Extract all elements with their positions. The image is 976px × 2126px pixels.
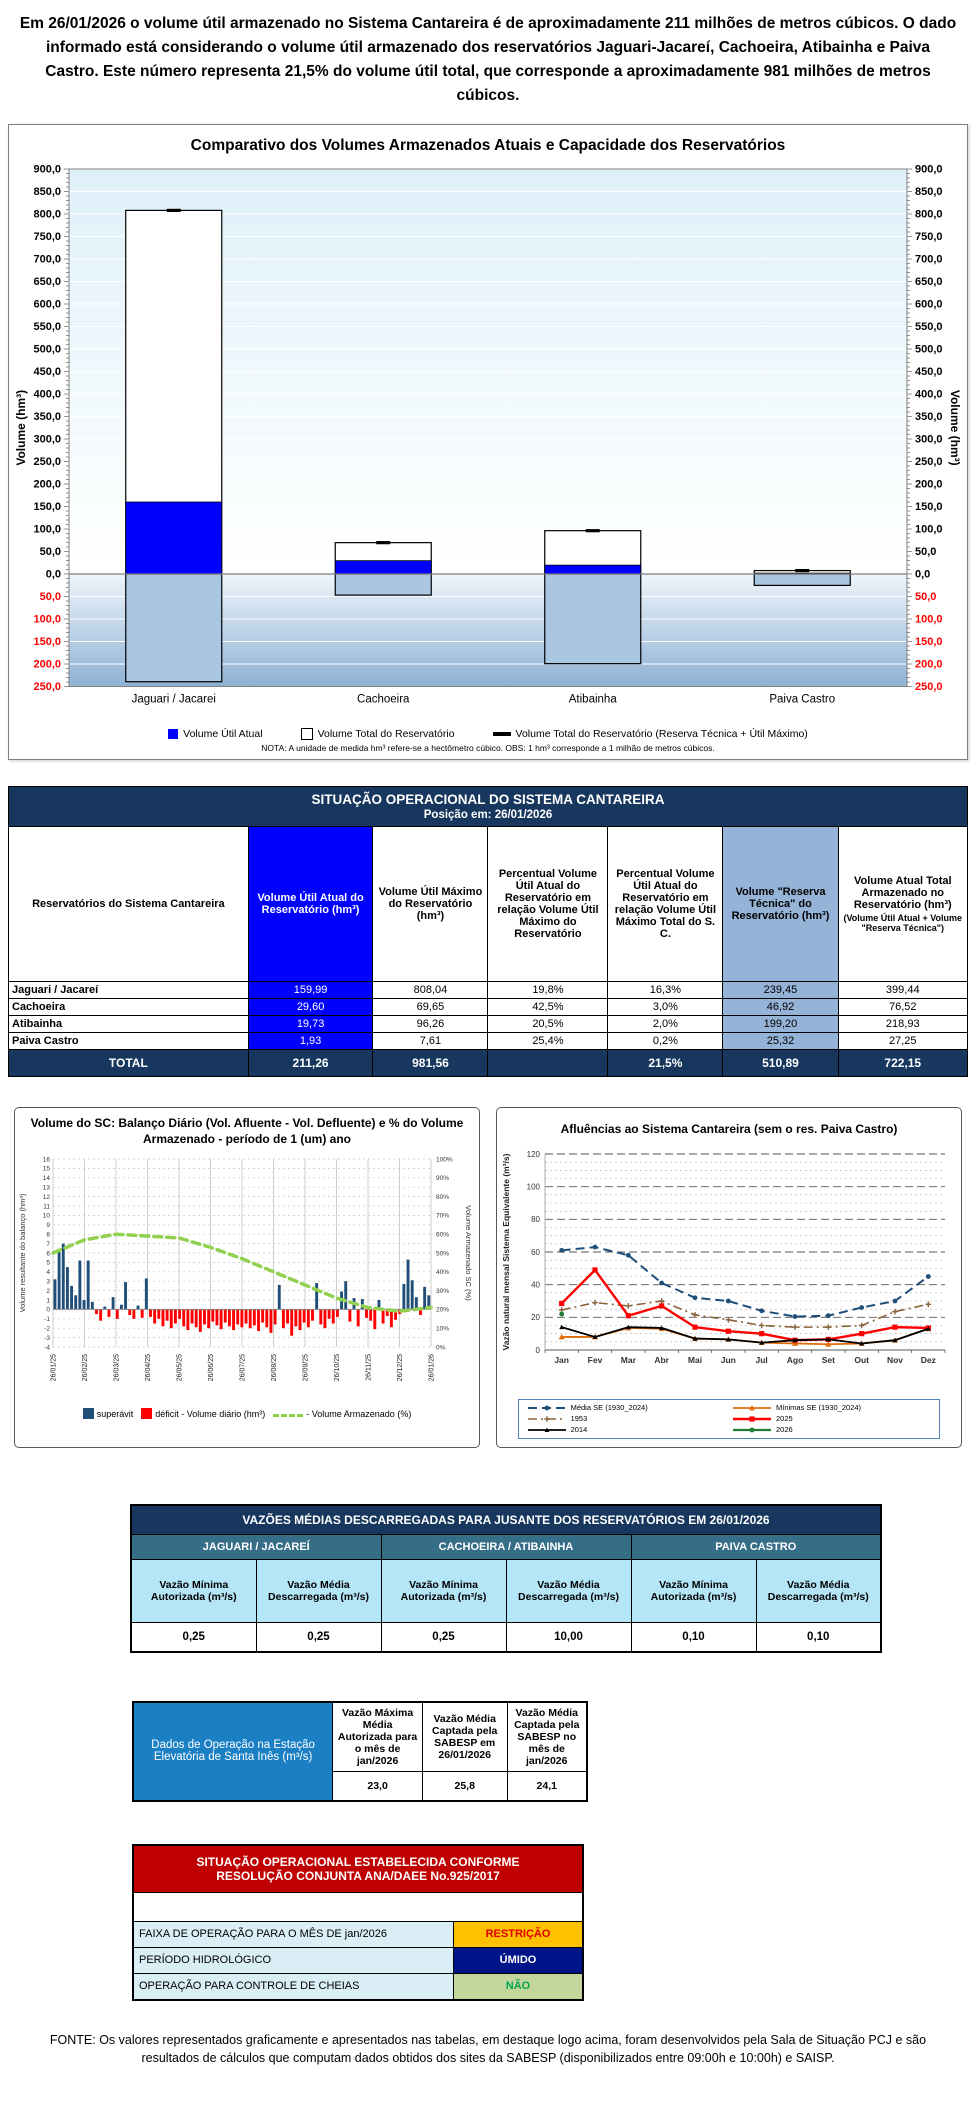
- svg-text:Set: Set: [821, 1354, 835, 1365]
- afluencias-legend: [518, 1399, 941, 1439]
- legend-label: - Volume Armazenado (%): [306, 1408, 412, 1419]
- table-row: [9, 1033, 968, 1050]
- situacao-operacional-table: [8, 786, 968, 1077]
- svg-text:60%: 60%: [436, 1231, 450, 1239]
- svg-text:300,0: 300,0: [33, 433, 61, 446]
- col-header-util-maximo: Volume Útil Máximo do Reservatório (hm³): [373, 827, 488, 982]
- svg-text:Out: Out: [854, 1354, 869, 1365]
- faixa-operacao-row: [133, 1921, 583, 1947]
- svg-text:900,0: 900,0: [33, 163, 61, 176]
- legend-label: superávit: [96, 1409, 134, 1420]
- legend-deficit: [141, 1408, 265, 1419]
- value-cell: 19,8%: [488, 982, 608, 999]
- vazao-value: 0,25: [256, 1622, 381, 1652]
- svg-text:0,0: 0,0: [915, 568, 931, 581]
- value-cell: 1,93: [248, 1033, 373, 1050]
- legend-label: Volume Útil Atual: [183, 728, 263, 741]
- legend-label: Mínimas SE (1930_2024): [775, 1403, 862, 1413]
- svg-text:750,0: 750,0: [33, 231, 61, 244]
- svg-text:650,0: 650,0: [33, 276, 61, 289]
- legend-armazenado: [273, 1409, 411, 1419]
- svg-text:70%: 70%: [436, 1212, 450, 1220]
- resolucao-title-line2: RESOLUÇÃO CONJUNTA ANA/DAEE No.925/2017: [216, 1868, 500, 1883]
- legend-total-reservatorio: [301, 728, 455, 740]
- controle-cheias-label: OPERAÇÃO PARA CONTROLE DE CHEIAS: [133, 1973, 454, 2000]
- vazao-value: 10,00: [506, 1622, 631, 1652]
- legend-line-sample: [732, 1414, 772, 1424]
- legend-item-1953: [527, 1414, 726, 1424]
- svg-text:26/01/26: 26/01/26: [428, 1354, 436, 1382]
- svg-text:Jan: Jan: [554, 1354, 569, 1365]
- col-header-text: Volume Atual Total Armazenado no Reservatório (hm³): [853, 875, 952, 912]
- svg-text:250,0: 250,0: [915, 456, 943, 469]
- svg-text:20: 20: [531, 1312, 540, 1322]
- svg-text:Volume Armazenado SC (%): Volume Armazenado SC (%): [464, 1205, 473, 1301]
- svg-text:Mai: Mai: [687, 1354, 703, 1365]
- value-cell: 3,0%: [608, 999, 723, 1016]
- afluencias-chart-title: Afluências ao Sistema Cantareira (sem o res. Paiva Castro): [560, 1122, 898, 1137]
- subcol-min: Vazão Mínima Autorizada (m³/s): [631, 1559, 756, 1622]
- value-cell: 42,5%: [488, 999, 608, 1016]
- legend-line-sample: [732, 1425, 772, 1435]
- svg-text:Volume (hm³): Volume (hm³): [948, 389, 962, 466]
- si-value: 24,1: [507, 1771, 587, 1801]
- legend-line-sample: [527, 1414, 567, 1424]
- svg-text:26/07/25: 26/07/25: [239, 1354, 247, 1382]
- legend-line-sample: [527, 1403, 567, 1413]
- svg-text:26/11/25: 26/11/25: [365, 1354, 373, 1381]
- svg-text:Atibainha: Atibainha: [568, 693, 617, 706]
- svg-text:100: 100: [526, 1182, 540, 1192]
- fonte-paragraph: FONTE: Os valores representados graficamente e apresentados nas tabelas, em destaque logo acima, foram desenvolvidos pela Sala de Situação PCJ e são resultados de cálculos que computam dados obtidos dos sites da SABESP (disponibilizados entre 09:00h e 10:00h) e SAISP.: [49, 2032, 927, 2065]
- total-cell: 510,89: [723, 1050, 838, 1077]
- svg-text:350,0: 350,0: [33, 411, 61, 424]
- value-cell: 239,45: [723, 982, 838, 999]
- svg-text:8: 8: [46, 1231, 50, 1239]
- bar-reserva-tecnica: [335, 574, 431, 595]
- subcol-min: Vazão Mínima Autorizada (m³/s): [131, 1559, 256, 1622]
- value-cell: 69,65: [373, 999, 488, 1016]
- bar-util-atual: [335, 561, 431, 574]
- si-value: 23,0: [333, 1771, 423, 1801]
- col-header-percentual-reservatorio: Percentual Volume Útil Atual do Reservatório em relação Volume Útil Máximo do Reservatório: [488, 827, 608, 982]
- resolucao-title: [133, 1845, 583, 1893]
- total-cell: 211,26: [248, 1050, 373, 1077]
- value-cell: 25,4%: [488, 1033, 608, 1050]
- svg-text:800,0: 800,0: [33, 208, 61, 221]
- svg-text:850,0: 850,0: [915, 186, 943, 199]
- svg-text:Fev: Fev: [587, 1354, 603, 1365]
- svg-text:0: 0: [535, 1345, 540, 1355]
- svg-text:550,0: 550,0: [33, 321, 61, 334]
- svg-text:Volume resultante do balanço (: Volume resultante do balanço (hm³): [18, 1193, 27, 1313]
- svg-text:400,0: 400,0: [33, 388, 61, 401]
- svg-text:200,0: 200,0: [33, 478, 61, 491]
- subcol-min: Vazão Mínima Autorizada (m³/s): [381, 1559, 506, 1622]
- svg-text:150,0: 150,0: [33, 636, 61, 649]
- series-m-dia-se-1930-2024-: [559, 1244, 930, 1318]
- balanco-chart: [17, 1149, 473, 1401]
- svg-text:50,0: 50,0: [39, 591, 61, 604]
- controle-cheias-row: [133, 1973, 583, 2000]
- axis-labels: [527, 1149, 541, 1354]
- navy-square-icon: [83, 1408, 94, 1419]
- vazoes-groups-row: [131, 1534, 881, 1559]
- table-row: [9, 982, 968, 999]
- svg-text:400,0: 400,0: [915, 388, 943, 401]
- group-cachoeira-atibainha: CACHOEIRA / ATIBAINHA: [381, 1534, 631, 1559]
- svg-text:26/03/25: 26/03/25: [113, 1354, 121, 1382]
- balanco-chart-title: Volume do SC: Balanço Diário (Vol. Afluente - Vol. Defluente) e % do Volume Armazenado - período de 1 (um) ano: [30, 1116, 464, 1146]
- legend-label: Volume Total do Reservatório (Reserva Técnica + Útil Máximo): [515, 728, 808, 741]
- reservoir-name-cell: Atibainha: [9, 1016, 249, 1033]
- subcol-med: Vazão Média Descarregada (m³/s): [256, 1559, 381, 1622]
- subcol-med: Vazão Média Descarregada (m³/s): [756, 1559, 881, 1622]
- col-header-util-atual: Volume Útil Atual do Reservatório (hm³): [248, 827, 373, 982]
- legend-label: Volume Total do Reservatório: [317, 728, 455, 741]
- svg-text:11: 11: [43, 1203, 50, 1211]
- svg-text:300,0: 300,0: [915, 433, 943, 446]
- svg-text:50,0: 50,0: [39, 546, 61, 559]
- si-col-header: Vazão Média Captada pela SABESP em 26/01/2026: [422, 1702, 507, 1772]
- svg-text:700,0: 700,0: [33, 253, 61, 266]
- svg-text:500,0: 500,0: [915, 343, 943, 356]
- axis-title: [501, 1153, 511, 1350]
- vazoes-table: [130, 1504, 882, 1653]
- bar-reserva-tecnica: [545, 574, 641, 664]
- legend-line-sample: [732, 1403, 772, 1413]
- table-row: [9, 999, 968, 1016]
- santa-ines-label: Dados de Operação na Estação Elevatória de Santa Inês (m³/s): [133, 1702, 333, 1801]
- vazao-value: 0,10: [756, 1622, 881, 1652]
- svg-text:7: 7: [46, 1241, 50, 1249]
- svg-text:200,0: 200,0: [915, 658, 943, 671]
- svg-text:Abr: Abr: [654, 1354, 669, 1365]
- svg-text:100%: 100%: [436, 1156, 453, 1164]
- svg-text:Ago: Ago: [786, 1354, 804, 1365]
- group-paiva-castro: PAIVA CASTRO: [631, 1534, 881, 1559]
- col-header-reservatorios: Reservatórios do Sistema Cantareira: [9, 827, 249, 982]
- table-subtitle: Posição em: 26/01/2026: [423, 809, 553, 822]
- value-cell: 19,73: [248, 1016, 373, 1033]
- intro-paragraph: Em 26/01/2026 o volume útil armazenado no Sistema Cantareira é de aproximadamente 211 milhões de metros cúbicos. O dado informado está considerando o volume útil armazenado dos reservatórios Jaguari-Jacareí, Cachoeira, Atibainha e Paiva Castro. Este número representa 21,5% do volume útil total, que corresponde a aproximadamente 981 milhões de metros cúbicos.: [19, 15, 957, 105]
- si-col-header: Vazão Máxima Média Autorizada para o mês de jan/2026: [333, 1702, 423, 1772]
- svg-text:150,0: 150,0: [915, 636, 943, 649]
- resolucao-title-line1: SITUAÇÃO OPERACIONAL ESTABELECIDA CONFORME: [196, 1854, 520, 1869]
- value-cell: 29,60: [248, 999, 373, 1016]
- spacer-row: [133, 1892, 583, 1921]
- si-col-header: Vazão Média Captada pela SABESP no mês de jan/2026: [507, 1702, 587, 1772]
- legend-item-2014: [527, 1425, 726, 1435]
- svg-text:50%: 50%: [436, 1250, 450, 1258]
- legend-item-2025: [732, 1414, 931, 1424]
- total-marker: [586, 529, 600, 532]
- svg-text:Dez: Dez: [920, 1354, 936, 1365]
- total-cell: 21,5%: [608, 1050, 723, 1077]
- svg-text:800,0: 800,0: [915, 208, 943, 221]
- svg-text:450,0: 450,0: [915, 366, 943, 379]
- series-2026: [559, 1311, 564, 1316]
- legend-line-sample: [527, 1425, 567, 1435]
- svg-text:550,0: 550,0: [915, 321, 943, 334]
- table-title-cell: [9, 787, 968, 827]
- total-cell: [488, 1050, 608, 1077]
- svg-text:Paiva Castro: Paiva Castro: [769, 693, 836, 706]
- svg-text:250,0: 250,0: [33, 456, 61, 469]
- controle-cheias-value: NÃO: [454, 1973, 584, 2000]
- svg-text:50,0: 50,0: [915, 591, 937, 604]
- legend-label: déficit - Volume diário (hm³): [155, 1409, 266, 1420]
- svg-text:100,0: 100,0: [33, 523, 61, 536]
- legend-label: Média SE (1930_2024): [570, 1403, 648, 1413]
- svg-text:50,0: 50,0: [915, 546, 937, 559]
- svg-text:40: 40: [531, 1280, 540, 1290]
- main-chart-title: Comparativo dos Volumes Armazenados Atuais e Capacidade dos Reservatórios: [190, 137, 786, 155]
- legend-label: 2025: [775, 1414, 793, 1424]
- svg-text:Volume (hm³): Volume (hm³): [14, 389, 28, 466]
- svg-text:250,0: 250,0: [915, 681, 943, 694]
- svg-text:6: 6: [46, 1250, 50, 1258]
- faixa-operacao-value: RESTRIÇÃO: [454, 1921, 584, 1947]
- value-cell: 20,5%: [488, 1016, 608, 1033]
- series-m-nimas-se-1930-2024-: [559, 1325, 932, 1347]
- vazao-value: 0,10: [631, 1622, 756, 1652]
- value-cell: 808,04: [373, 982, 488, 999]
- resolucao-table: [132, 1844, 584, 2001]
- total-label: TOTAL: [9, 1050, 249, 1077]
- legend-util-atual: [168, 728, 262, 740]
- svg-text:120: 120: [526, 1149, 540, 1159]
- periodo-hidrologico-value: ÚMIDO: [454, 1947, 584, 1973]
- svg-text:0: 0: [46, 1306, 50, 1314]
- table-title: SITUAÇÃO OPERACIONAL DO SISTEMA CANTAREIRA: [311, 792, 665, 808]
- total-cell: 981,56: [373, 1050, 488, 1077]
- svg-text:16: 16: [42, 1156, 50, 1164]
- vazao-value: 0,25: [131, 1622, 256, 1652]
- total-row: [9, 1050, 968, 1077]
- reservoir-name-cell: Jaguari / Jacareí: [9, 982, 249, 999]
- value-cell: 2,0%: [608, 1016, 723, 1033]
- total-marker: [795, 569, 809, 572]
- bar-reserva-tecnica: [126, 574, 222, 682]
- svg-text:900,0: 900,0: [915, 163, 943, 176]
- vazoes-title: VAZÕES MÉDIAS DESCARREGADAS PARA JUSANTE DOS RESERVATÓRIOS EM 26/01/2026: [131, 1505, 881, 1535]
- legend-item-2026: [732, 1425, 931, 1435]
- svg-text:650,0: 650,0: [915, 276, 943, 289]
- blue-square-icon: [168, 729, 178, 739]
- svg-text:26/04/25: 26/04/25: [145, 1354, 152, 1382]
- value-cell: 0,2%: [608, 1033, 723, 1050]
- reservoir-name-cell: Cachoeira: [9, 999, 249, 1016]
- si-value: 25,8: [422, 1771, 507, 1801]
- gridlines: [545, 1154, 945, 1353]
- afluencias-chart-box: [496, 1107, 962, 1448]
- middle-charts-row: [14, 1107, 962, 1448]
- category-labels: [132, 694, 836, 706]
- total-marker: [376, 541, 390, 544]
- svg-text:600,0: 600,0: [33, 298, 61, 311]
- legend-item-m-nimas-se-1930-2024-: [732, 1403, 931, 1413]
- total-cell: 722,15: [838, 1050, 967, 1077]
- reservoir-name-cell: Paiva Castro: [9, 1033, 249, 1050]
- white-square-icon: [301, 728, 313, 740]
- subcol-med: Vazão Média Descarregada (m³/s): [506, 1559, 631, 1622]
- svg-text:10: 10: [42, 1212, 50, 1220]
- afluencias-chart: [499, 1140, 955, 1390]
- value-cell: 46,92: [723, 999, 838, 1016]
- svg-text:100,0: 100,0: [33, 613, 61, 626]
- main-bar-chart: [9, 159, 967, 717]
- santa-ines-table: [132, 1701, 588, 1802]
- legend-total-reserva: [493, 728, 808, 740]
- value-cell: 7,61: [373, 1033, 488, 1050]
- svg-text:200,0: 200,0: [915, 478, 943, 491]
- svg-text:26/08/25: 26/08/25: [271, 1354, 278, 1382]
- svg-text:15: 15: [42, 1165, 50, 1173]
- svg-text:9: 9: [46, 1222, 50, 1230]
- main-chart-legend: [9, 728, 967, 740]
- svg-text:10%: 10%: [436, 1325, 450, 1333]
- legend-label: 1953: [570, 1414, 588, 1424]
- svg-text:0,0: 0,0: [45, 568, 61, 581]
- svg-text:600,0: 600,0: [915, 298, 943, 311]
- vazao-value: 0,25: [381, 1622, 506, 1652]
- svg-text:450,0: 450,0: [33, 366, 61, 379]
- red-square-icon: [141, 1408, 152, 1419]
- series-1953: [559, 1298, 931, 1330]
- svg-text:Vazão natural mensal Sistema: Vazão natural mensal Sistema Equivalente (m³/s): [501, 1153, 511, 1351]
- value-cell: 199,20: [723, 1016, 838, 1033]
- svg-text:-2: -2: [44, 1325, 50, 1333]
- svg-text:-4: -4: [44, 1344, 50, 1352]
- chart-note: NOTA: A unidade de medida hm³ refere-se a hectômetro cúbico. OBS: 1 hm³ corresponde a 1 milhão de metros cúbicos.: [261, 743, 715, 754]
- black-dash-icon: [493, 732, 511, 736]
- svg-text:5: 5: [46, 1259, 50, 1267]
- svg-text:100,0: 100,0: [915, 523, 943, 536]
- x-labels: [51, 1354, 436, 1381]
- legend-item-m-dia-se-1930-2024-: [527, 1403, 726, 1413]
- balanco-legend: [17, 1408, 477, 1419]
- svg-text:80%: 80%: [436, 1194, 450, 1202]
- svg-text:12: 12: [42, 1194, 50, 1202]
- series-2014: [559, 1324, 930, 1345]
- value-cell: 159,99: [248, 982, 373, 999]
- green-dash-icon: [273, 1414, 303, 1417]
- bar-util-atual: [545, 565, 641, 574]
- svg-text:150,0: 150,0: [915, 501, 943, 514]
- table-row: [9, 1016, 968, 1033]
- svg-text:26/09/25: 26/09/25: [302, 1354, 310, 1382]
- total-marker: [167, 209, 181, 212]
- bar-reserva-tecnica: [754, 574, 850, 585]
- svg-text:26/05/25: 26/05/25: [176, 1354, 184, 1382]
- svg-text:60: 60: [531, 1247, 540, 1257]
- svg-text:250,0: 250,0: [33, 681, 61, 694]
- svg-text:26/12/25: 26/12/25: [397, 1354, 404, 1382]
- value-cell: 16,3%: [608, 982, 723, 999]
- balanco-chart-box: [14, 1107, 480, 1448]
- svg-text:-3: -3: [44, 1335, 50, 1343]
- svg-text:2: 2: [46, 1288, 50, 1296]
- legend-label: 2026: [775, 1425, 793, 1435]
- col-header-percentual-sc: Percentual Volume Útil Atual do Reservatório em relação Volume Útil Máximo Total do S. C.: [608, 827, 723, 982]
- svg-text:1: 1: [46, 1297, 50, 1305]
- value-cell: 76,52: [838, 999, 967, 1016]
- vazoes-subheader-row: [131, 1559, 881, 1622]
- svg-text:-1: -1: [44, 1316, 50, 1324]
- svg-text:Cachoeira: Cachoeira: [357, 693, 410, 706]
- svg-text:700,0: 700,0: [915, 253, 943, 266]
- svg-text:90%: 90%: [436, 1175, 450, 1183]
- bar-util-atual: [126, 502, 222, 574]
- svg-text:26/01/25: 26/01/25: [50, 1354, 58, 1382]
- svg-text:26/10/25: 26/10/25: [334, 1354, 341, 1382]
- svg-text:3: 3: [46, 1278, 50, 1286]
- value-cell: 218,93: [838, 1016, 967, 1033]
- svg-text:200,0: 200,0: [33, 658, 61, 671]
- value-cell: 96,26: [373, 1016, 488, 1033]
- svg-text:13: 13: [42, 1184, 50, 1192]
- svg-text:150,0: 150,0: [33, 501, 61, 514]
- svg-text:26/02/25: 26/02/25: [82, 1354, 89, 1382]
- svg-text:350,0: 350,0: [915, 411, 943, 424]
- svg-text:40%: 40%: [436, 1269, 450, 1277]
- svg-text:20%: 20%: [436, 1306, 450, 1314]
- svg-text:100,0: 100,0: [915, 613, 943, 626]
- col-header-total-armazenado: [838, 827, 967, 982]
- value-cell: 25,32: [723, 1033, 838, 1050]
- svg-text:500,0: 500,0: [33, 343, 61, 356]
- svg-text:Nov: Nov: [886, 1354, 904, 1365]
- value-cell: 399,44: [838, 982, 967, 999]
- svg-text:30%: 30%: [436, 1288, 450, 1296]
- value-cell: 27,25: [838, 1033, 967, 1050]
- table-header-row: [9, 827, 968, 982]
- legend-superavit: [83, 1408, 134, 1419]
- svg-text:Jaguari / Jacarei: Jaguari / Jacarei: [131, 693, 216, 706]
- svg-text:850,0: 850,0: [33, 186, 61, 199]
- svg-text:Jul: Jul: [755, 1354, 768, 1365]
- reservoir-rows: [9, 982, 968, 1050]
- svg-text:Mar: Mar: [620, 1354, 636, 1365]
- svg-text:0%: 0%: [436, 1344, 446, 1352]
- main-chart-box: [8, 124, 968, 760]
- svg-text:750,0: 750,0: [915, 231, 943, 244]
- legend-label: 2014: [570, 1425, 588, 1435]
- col-header-reserva-tecnica: Volume "Reserva Técnica" do Reservatório (hm³): [723, 827, 838, 982]
- svg-text:4: 4: [46, 1269, 50, 1277]
- svg-text:80: 80: [531, 1214, 540, 1224]
- svg-text:14: 14: [42, 1175, 50, 1183]
- svg-text:26/06/25: 26/06/25: [208, 1354, 215, 1382]
- faixa-operacao-label: FAIXA DE OPERAÇÃO PARA O MÊS DE jan/2026: [133, 1921, 454, 1947]
- periodo-hidrologico-row: [133, 1947, 583, 1973]
- periodo-hidrologico-label: PERÍODO HIDROLÓGICO: [133, 1947, 454, 1973]
- vazoes-values-row: [131, 1622, 881, 1652]
- x-labels: [554, 1355, 936, 1365]
- group-jaguari: JAGUARI / JACAREÍ: [131, 1534, 381, 1559]
- svg-text:Jun: Jun: [720, 1354, 736, 1365]
- col-header-subtext: (Volume Útil Atual + Volume "Reserva Técnica"): [843, 913, 963, 934]
